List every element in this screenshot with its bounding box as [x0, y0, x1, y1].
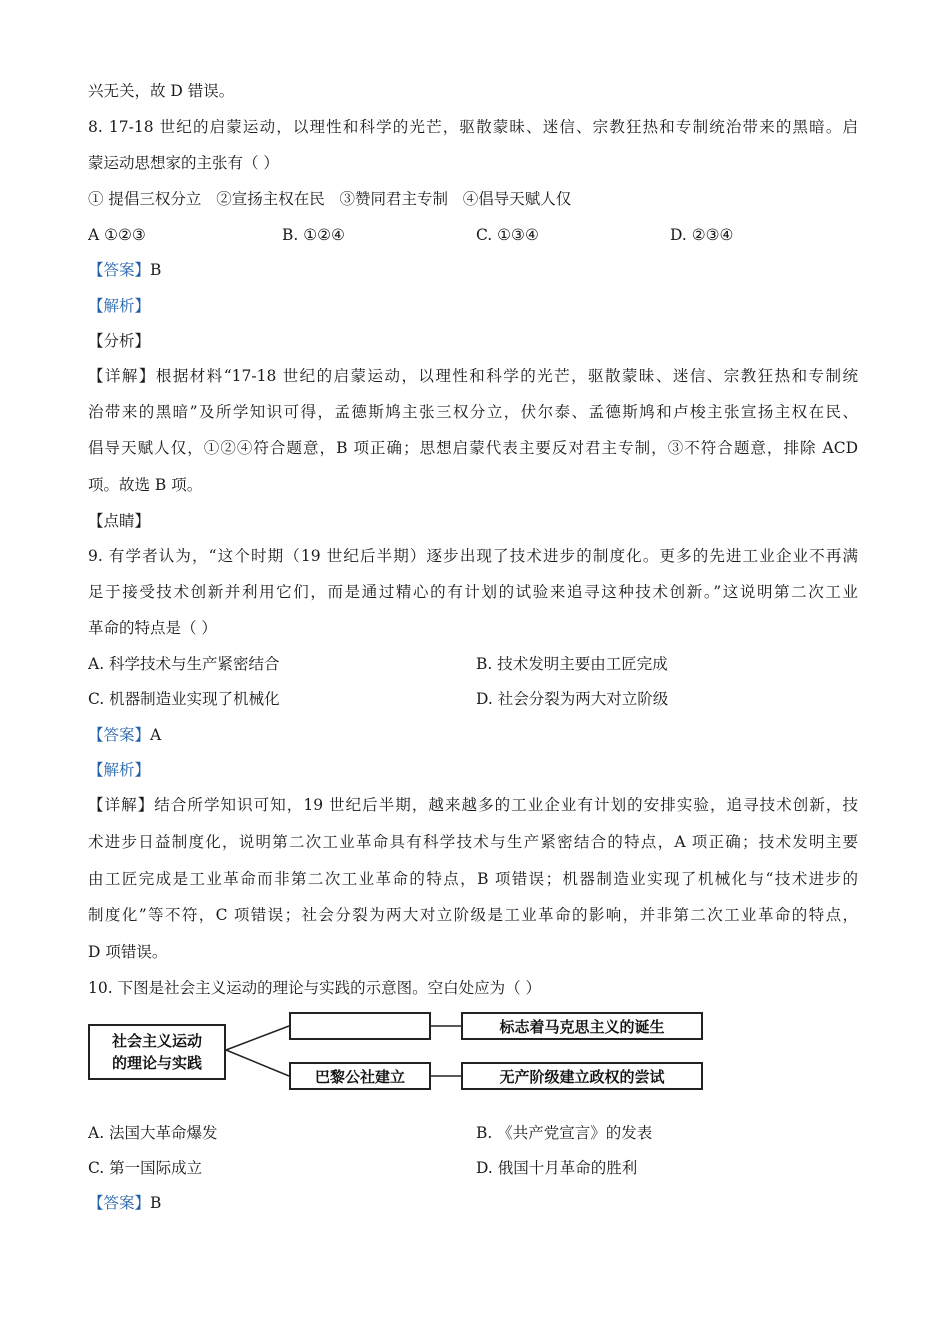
q8-stem-cont: 蒙运动思想家的主张有（ ）: [88, 154, 279, 172]
q10-stem: 10. 下图是社会主义运动的理论与实践的示意图。空白处应为（ ）: [88, 979, 542, 997]
q9-option-c: C. 机器制造业实现了机械化: [88, 690, 280, 708]
diagram-root-line1: 社会主义运动: [111, 1032, 202, 1050]
q9-detail-5: D 项错误。: [88, 943, 168, 961]
connector-root-bottom: [226, 1050, 289, 1076]
q9-answer: [88, 724, 161, 746]
diagram-bottom-event-box: 巴黎公社建立: [289, 1062, 431, 1090]
q8-option-c: C. ①③④: [476, 226, 539, 244]
q8-dianjing-label: 【点睛】: [88, 512, 151, 530]
detail-label: 【详解】: [88, 796, 155, 814]
q9-option-a: A. 科学技术与生产紧密结合: [88, 655, 280, 673]
q8-answer: [88, 259, 161, 281]
answer-value: A: [150, 726, 162, 744]
q8-detail-2: 治带来的黑暗”及所学知识可得，孟德斯鸠主张三权分立，伏尔泰、孟德斯鸠和卢梭主张宣扬主权在民、: [88, 403, 858, 421]
q9-detail-4: 制度化”等不符，C 项错误；社会分裂为两大对立阶级是工业革命的影响，并非第二次工业革命的特点，: [88, 906, 858, 924]
q8-detail-1: 【详解】根据材料“17-18 世纪的启蒙运动，以理性和科学的光芒，驱散蒙昧、迷信、宗教狂热和专制统: [88, 367, 858, 385]
diagram-blank-box: [289, 1012, 431, 1040]
q8-fenxi-label: 【分析】: [88, 332, 151, 350]
q8-option-b: B. ①②④: [282, 226, 345, 244]
q10-option-d: D. 俄国十月革命的胜利: [476, 1159, 638, 1177]
q8-detail-3: 倡导天赋人仅，①②④符合题意，B 项正确；思想启蒙代表主要反对君主专制，③不符合题意，排除 ACD: [88, 439, 858, 457]
q9-detail-1: 【详解】结合所学知识可知，19 世纪后半期，越来越多的工业企业有计划的安排实验，追寻技术创新，技: [88, 796, 858, 814]
q9-stem-2: 足于接受技术创新并利用它们，而是通过精心的有计划的试验来追寻这种技术创新。”这说明第二次工业: [88, 583, 858, 601]
answer-value: B: [150, 1194, 162, 1212]
diagram-top-result-box: 标志着马克思主义的诞生: [461, 1012, 703, 1040]
q8-items: ① 提倡三权分立 ②宣扬主权在民 ③赞同君主专制 ④倡导天赋人仅: [88, 190, 572, 208]
answer-label: 【答案】: [88, 261, 151, 279]
diagram-root-box: [88, 1024, 226, 1080]
q9-detail-2: 术进步日益制度化，说明第二次工业革命具有科学技术与生产紧密结合的特点，A 项正确；技术发明主要: [88, 833, 858, 851]
q10-option-a: A. 法国大革命爆发: [88, 1124, 218, 1142]
answer-label: 【答案】: [88, 726, 151, 744]
q9-analysis-label: 【解析】: [88, 761, 151, 779]
q9-option-d: D. 社会分裂为两大对立阶级: [476, 690, 669, 708]
answer-value: B: [150, 261, 162, 279]
socialism-diagram: [86, 1006, 706, 1096]
q9-option-b: B. 技术发明主要由工匠完成: [476, 655, 668, 673]
q10-answer: [88, 1192, 161, 1214]
q9-stem: 9. 有学者认为，“这个时期（19 世纪后半期）逐步出现了技术进步的制度化。更多的先进工业企业不再满: [88, 547, 858, 565]
diagram-root-line2: 的理论与实践: [111, 1054, 202, 1072]
q8-stem: 8. 17-18 世纪的启蒙运动，以理性和科学的光芒，驱散蒙昧、迷信、宗教狂热和专制统治带来的黑暗。启: [88, 118, 858, 136]
q8-analysis-label: 【解析】: [88, 297, 151, 315]
q8-option-d: D. ②③④: [670, 226, 734, 244]
diagram-bottom-result-box: 无产阶级建立政权的尝试: [461, 1062, 703, 1090]
connector-root-top: [226, 1026, 289, 1050]
q8-option-a: A ①②③: [88, 226, 146, 244]
q10-option-c: C. 第一国际成立: [88, 1159, 203, 1177]
text-line: 兴无关，故 D 错误。: [88, 82, 235, 100]
detail-label: 【详解】: [88, 367, 156, 385]
q9-stem-3: 革命的特点是（ ）: [88, 619, 217, 637]
q8-detail-4: 项。故选 B 项。: [88, 476, 203, 494]
q10-option-b: B. 《共产党宣言》的发表: [476, 1124, 653, 1142]
q9-detail-3: 由工匠完成是工业革命而非第二次工业革命的特点，B 项错误；机器制造业实现了机械化与“技术进步的: [88, 870, 858, 888]
answer-label: 【答案】: [88, 1194, 151, 1212]
